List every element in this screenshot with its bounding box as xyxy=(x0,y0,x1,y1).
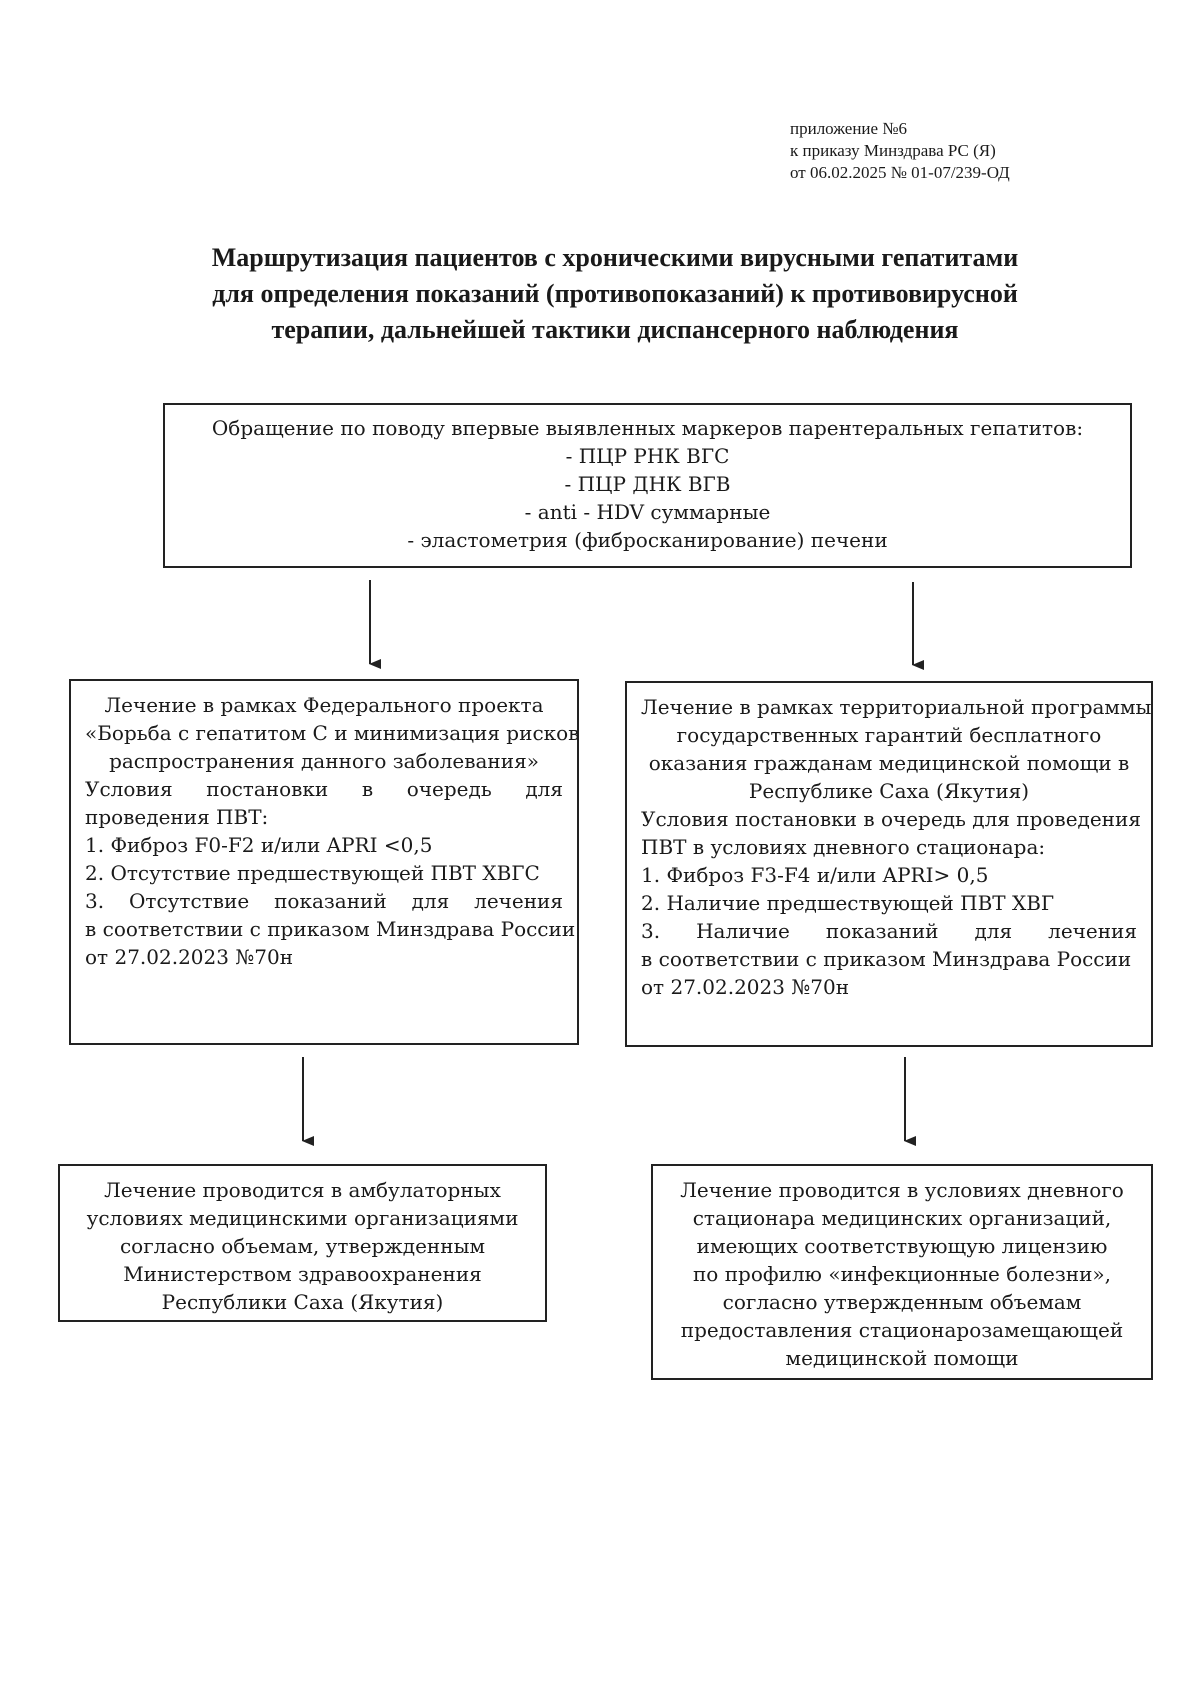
territorial-conditions-line: Условия постановки в очередь для проведения xyxy=(641,807,1141,831)
territorial-condition-item: в соответствии с приказом Минздрава России xyxy=(641,947,1132,971)
day-hospital-line: имеющих соответствующую лицензию xyxy=(696,1234,1108,1258)
appendix-order-ref: к приказу Минздрава РС (Я) xyxy=(790,141,996,160)
outpatient-line: согласно объемам, утвержденным xyxy=(119,1234,486,1258)
territorial-title-line: Республике Саха (Якутия) xyxy=(748,779,1030,803)
day-hospital-line: согласно утвержденным объемам xyxy=(722,1290,1082,1314)
federal-title-line: распространения данного заболевания» xyxy=(109,749,539,773)
day-hospital-line: по профилю «инфекционные болезни», xyxy=(692,1262,1112,1286)
marker-item: - ПЦР ДНК ВГВ xyxy=(564,472,731,496)
territorial-title-line: оказания гражданам медицинской помощи в xyxy=(648,751,1130,775)
federal-conditions-line: проведения ПВТ: xyxy=(85,805,269,829)
territorial-title-line: Лечение в рамках территориальной программы xyxy=(641,695,1152,719)
marker-item: - anti - HDV суммарные xyxy=(524,500,771,524)
outpatient-line: Министерством здравоохранения xyxy=(123,1262,482,1286)
federal-condition-item: от 27.02.2023 №70н xyxy=(85,945,294,969)
outpatient-line: условиях медицинскими организациями xyxy=(86,1206,519,1230)
federal-condition-item: 1. Фиброз F0-F2 и/или APRI <0,5 xyxy=(85,833,433,857)
federal-condition-item: 2. Отсутствие предшествующей ПВТ ХВГС xyxy=(85,861,540,885)
federal-conditions-line: Условия постановки в очередь для xyxy=(85,777,563,801)
federal-title-line: «Борьба с гепатитом С и минимизация рисков xyxy=(85,721,580,745)
day-hospital-line: стационара медицинских организаций, xyxy=(692,1206,1112,1230)
title-line-1: Маршрутизация пациентов с хроническими вирусными гепатитами xyxy=(211,243,1019,272)
marker-item: - ПЦР РНК ВГС xyxy=(565,444,730,468)
territorial-title-line: государственных гарантий бесплатного xyxy=(676,723,1102,747)
territorial-condition-item: 1. Фиброз F3-F4 и/или APRI> 0,5 xyxy=(641,863,989,887)
appendix-number: приложение №6 xyxy=(790,119,908,138)
referral-heading: Обращение по поводу впервые выявленных маркеров парентеральных гепатитов: xyxy=(211,416,1084,440)
day-hospital-line: медицинской помощи xyxy=(785,1346,1019,1370)
federal-condition-item: в соответствии с приказом Минздрава России xyxy=(85,917,576,941)
federal-condition-item: 3. Отсутствие показаний для лечения xyxy=(85,889,563,913)
title-line-3: терапии, дальнейшей тактики диспансерного наблюдения xyxy=(271,315,959,344)
territorial-conditions-line: ПВТ в условиях дневного стационара: xyxy=(641,835,1046,859)
outpatient-line: Лечение проводится в амбулаторных xyxy=(104,1178,501,1202)
appendix-order-date: от 06.02.2025 № 01-07/239-ОД xyxy=(790,163,1010,182)
title-line-2: для определения показаний (противопоказаний) к противовирусной xyxy=(212,279,1018,308)
territorial-condition-item: 2. Наличие предшествующей ПВТ ХВГ xyxy=(641,891,1055,915)
federal-title-line: Лечение в рамках Федерального проекта xyxy=(104,693,544,717)
territorial-condition-item: 3. Наличие показаний для лечения xyxy=(641,919,1137,943)
marker-item: - эластометрия (фибросканирование) печени xyxy=(407,528,888,552)
day-hospital-line: предоставления стационарозамещающей xyxy=(680,1318,1124,1342)
outpatient-line: Республики Саха (Якутия) xyxy=(161,1290,444,1314)
day-hospital-line: Лечение проводится в условиях дневного xyxy=(680,1178,1124,1202)
territorial-condition-item: от 27.02.2023 №70н xyxy=(641,975,850,999)
